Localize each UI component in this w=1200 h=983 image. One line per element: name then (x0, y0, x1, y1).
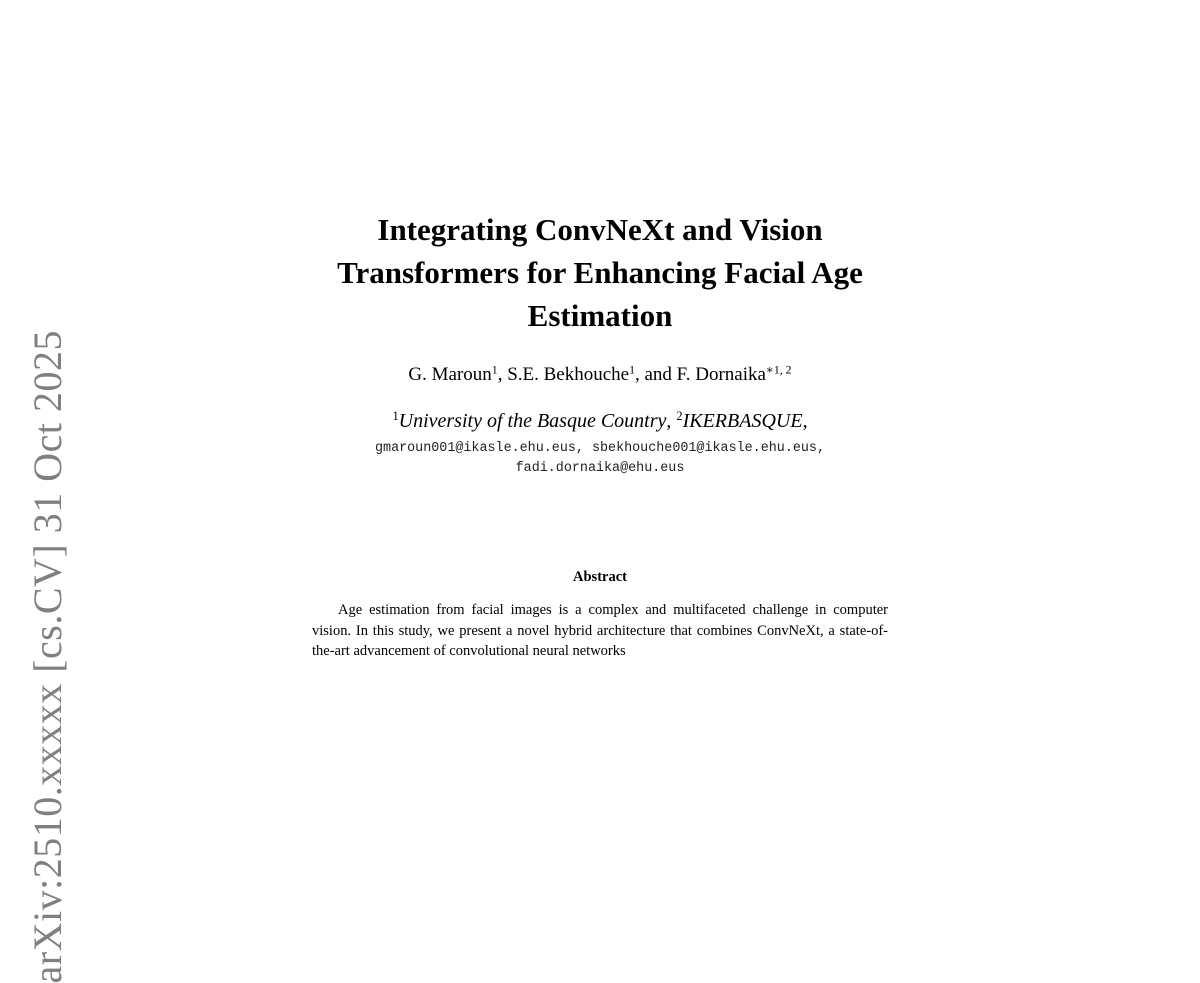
abstract-heading: Abstract (573, 569, 627, 585)
author-conjunction: and (644, 364, 672, 385)
author-name: S.E. Bekhouche (507, 364, 630, 385)
affiliation-marker: 2 (676, 409, 683, 424)
paper-title: Integrating ConvNeXt and Vision Transformers for Enhancing Facial Age Estimation (337, 212, 863, 333)
email-block (280, 439, 920, 479)
abstract-paragraph: Age estimation from facial images is a complex and multifaceted challenge in computer vision. In this study, we present a novel hybrid architecture that combines ConvNeXt, a state-of-the-art advancement of convolutional neural networks (312, 602, 888, 659)
affiliation-name: IKERBASQUE (682, 410, 803, 432)
author-name: F. Dornaika (676, 364, 766, 385)
affiliation-line: $^1$University of the Basque Country, $^2$IKERBASQUE, (392, 409, 808, 432)
affiliation-marker: ∗1, 2 (765, 363, 792, 377)
author-line: G. Maroun$^1$, S.E. Bekhouche$^1$, and F. Dornaika$^{∗1, 2}$ (408, 363, 792, 385)
arxiv-side-stamp: arXiv:2510.xxxxx [cs.CV] 31 Oct 2025 (25, 330, 70, 983)
author-name: G. Maroun (408, 364, 492, 385)
email-line: gmaroun001@ikasle.ehu.eus, sbekhouche001@ikasle.ehu.eus, (375, 441, 825, 456)
affiliation-marker: 1 (491, 363, 498, 377)
email-line: fadi.dornaika@ehu.eus (515, 461, 685, 476)
affiliation-name: University of the Basque Country (398, 410, 667, 432)
affiliation-marker: 1 (392, 409, 399, 424)
abstract-body (312, 600, 888, 662)
affiliation-marker: 1 (629, 363, 635, 377)
